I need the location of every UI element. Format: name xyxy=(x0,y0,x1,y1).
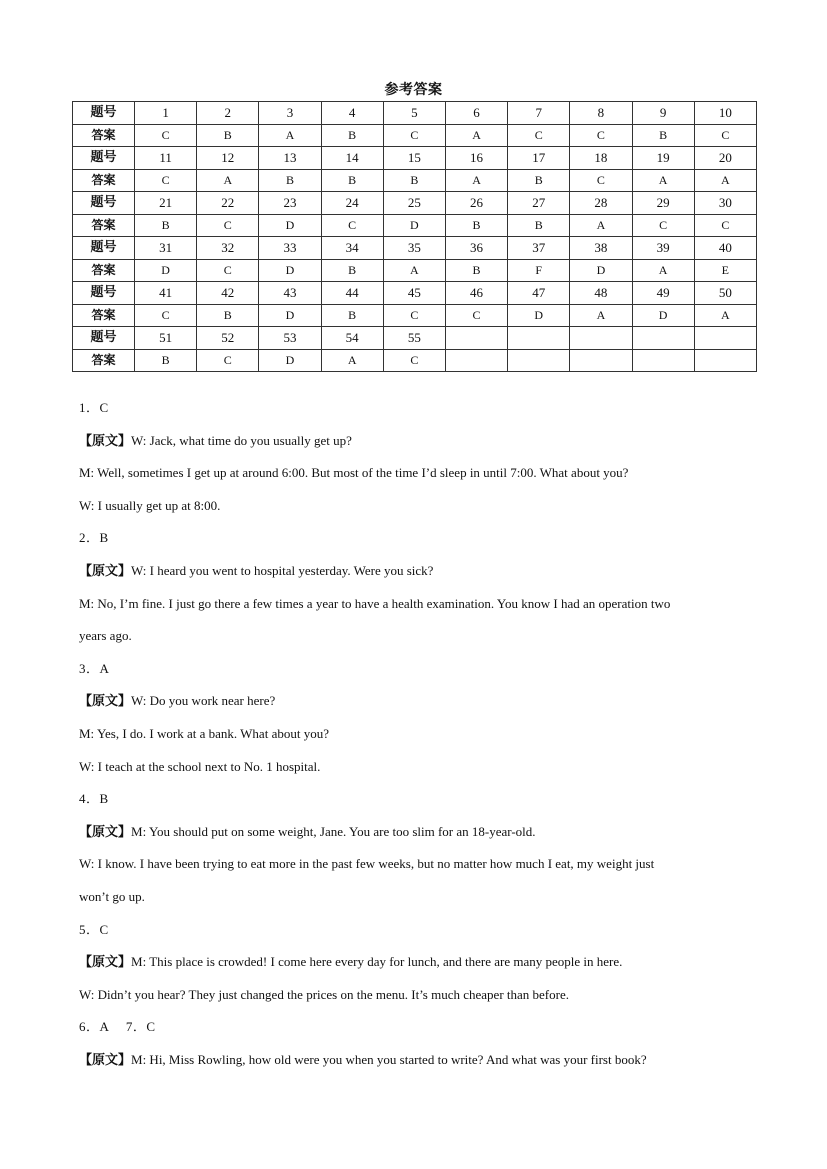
answer-table xyxy=(72,101,757,372)
table-cell: 50 xyxy=(694,282,756,305)
original-text-label: 【原文】 xyxy=(79,955,132,971)
table-cell: D xyxy=(570,259,632,282)
table-cell xyxy=(445,327,507,350)
question-answer xyxy=(79,395,759,428)
table-cell: 37 xyxy=(508,237,570,260)
dialogue-text: W: Didn’t you hear? They just changed the prices on the menu. It’s much cheaper than before. xyxy=(79,986,569,1002)
table-cell: 35 xyxy=(383,237,445,260)
table-cell: A xyxy=(445,124,507,147)
answer-number: 6．A 7．C xyxy=(79,1019,156,1035)
table-cell: B xyxy=(135,349,197,372)
table-cell: B xyxy=(135,214,197,237)
dialogue-text: years ago. xyxy=(79,628,132,644)
table-row xyxy=(73,349,757,372)
table-cell: D xyxy=(383,214,445,237)
table-cell: B xyxy=(321,169,383,192)
table-cell: 12 xyxy=(197,147,259,170)
table-cell: C xyxy=(383,304,445,327)
answer-number: 5．C xyxy=(79,921,109,937)
dialogue-text: M: Well, sometimes I get up at around 6:00. But most of the time I’d sleep in until 7:00. What about you? xyxy=(79,465,629,481)
transcript-line xyxy=(79,1047,759,1080)
table-row xyxy=(73,169,757,192)
table-cell: 45 xyxy=(383,282,445,305)
table-row xyxy=(73,192,757,215)
table-cell: 16 xyxy=(445,147,507,170)
row-label: 题号 xyxy=(73,282,135,305)
table-cell: D xyxy=(259,304,321,327)
table-cell: B xyxy=(321,304,383,327)
table-cell xyxy=(632,327,694,350)
table-cell: 8 xyxy=(570,102,632,125)
table-cell: 27 xyxy=(508,192,570,215)
table-cell: 39 xyxy=(632,237,694,260)
table-cell: 52 xyxy=(197,327,259,350)
table-row xyxy=(73,304,757,327)
table-cell: C xyxy=(694,124,756,147)
question-answer xyxy=(79,1014,759,1047)
table-cell: 38 xyxy=(570,237,632,260)
table-cell: D xyxy=(135,259,197,282)
table-cell: 42 xyxy=(197,282,259,305)
table-cell: 15 xyxy=(383,147,445,170)
table-cell: 13 xyxy=(259,147,321,170)
table-cell: A xyxy=(570,304,632,327)
table-cell: 40 xyxy=(694,237,756,260)
table-cell: B xyxy=(508,169,570,192)
table-row xyxy=(73,214,757,237)
table-cell: A xyxy=(321,349,383,372)
transcript-line xyxy=(79,949,759,982)
table-cell: 25 xyxy=(383,192,445,215)
table-cell: 26 xyxy=(445,192,507,215)
transcript-line xyxy=(79,754,759,787)
dialogue-text: M: You should put on some weight, Jane. You are too slim for an 18-year-old. xyxy=(131,823,536,839)
table-cell: C xyxy=(135,304,197,327)
table-cell: A xyxy=(632,169,694,192)
page-title: 参考答案 xyxy=(384,82,443,98)
table-cell: C xyxy=(197,259,259,282)
dialogue-text: W: Do you work near here? xyxy=(131,693,276,709)
table-cell: B xyxy=(445,259,507,282)
table-cell: A xyxy=(632,259,694,282)
dialogue-text: M: No, I’m fine. I just go there a few times a year to have a health examination. You know I had an operation two xyxy=(79,595,671,611)
transcript-line xyxy=(79,884,759,917)
table-cell: B xyxy=(445,214,507,237)
table-row xyxy=(73,259,757,282)
table-cell xyxy=(570,349,632,372)
table-cell: 36 xyxy=(445,237,507,260)
transcript-line xyxy=(79,982,759,1015)
table-cell: A xyxy=(445,169,507,192)
original-text-label: 【原文】 xyxy=(79,824,132,840)
table-cell: 48 xyxy=(570,282,632,305)
table-cell: B xyxy=(632,124,694,147)
table-cell: D xyxy=(508,304,570,327)
table-cell: B xyxy=(508,214,570,237)
original-text-label: 【原文】 xyxy=(79,433,132,449)
table-row xyxy=(73,147,757,170)
table-cell: 51 xyxy=(135,327,197,350)
row-label: 题号 xyxy=(73,327,135,350)
table-cell: A xyxy=(694,304,756,327)
table-cell: 24 xyxy=(321,192,383,215)
table-cell: 33 xyxy=(259,237,321,260)
table-cell: B xyxy=(197,124,259,147)
table-row xyxy=(73,282,757,305)
table-cell: 41 xyxy=(135,282,197,305)
table-cell: C xyxy=(694,214,756,237)
table-cell: 3 xyxy=(259,102,321,125)
transcript-line xyxy=(79,558,759,591)
transcript-section xyxy=(79,395,759,1079)
table-cell: 49 xyxy=(632,282,694,305)
table-cell: 44 xyxy=(321,282,383,305)
transcript-line xyxy=(79,493,759,526)
answer-number: 1．C xyxy=(79,400,109,415)
transcript-line xyxy=(79,851,759,884)
table-cell: C xyxy=(632,214,694,237)
table-cell: 23 xyxy=(259,192,321,215)
dialogue-text: W: I know. I have been trying to eat more in the past few weeks, but no matter how much I eat, my weight just xyxy=(79,856,655,872)
table-cell: 4 xyxy=(321,102,383,125)
table-cell: C xyxy=(321,214,383,237)
table-cell: 34 xyxy=(321,237,383,260)
table-cell: 19 xyxy=(632,147,694,170)
table-cell xyxy=(508,327,570,350)
row-label: 答案 xyxy=(73,259,135,282)
table-cell: B xyxy=(259,169,321,192)
dialogue-text: W: I teach at the school next to No. 1 hospital. xyxy=(79,758,321,774)
table-cell: A xyxy=(197,169,259,192)
question-answer xyxy=(79,525,759,558)
table-cell: 21 xyxy=(135,192,197,215)
table-cell: 53 xyxy=(259,327,321,350)
table-cell xyxy=(632,349,694,372)
question-answer xyxy=(79,656,759,689)
table-cell: C xyxy=(383,124,445,147)
table-cell: A xyxy=(383,259,445,282)
table-cell: 46 xyxy=(445,282,507,305)
table-cell: D xyxy=(259,259,321,282)
table-cell: 1 xyxy=(135,102,197,125)
row-label: 题号 xyxy=(73,237,135,260)
table-cell: A xyxy=(259,124,321,147)
table-cell: B xyxy=(383,169,445,192)
table-cell: C xyxy=(135,124,197,147)
table-cell: D xyxy=(632,304,694,327)
dialogue-text: won’t go up. xyxy=(79,888,145,904)
table-cell xyxy=(445,349,507,372)
dialogue-text: W: I usually get up at 8:00. xyxy=(79,497,221,513)
row-label: 答案 xyxy=(73,304,135,327)
row-label: 答案 xyxy=(73,124,135,147)
table-cell: 6 xyxy=(445,102,507,125)
table-cell: 11 xyxy=(135,147,197,170)
table-cell: 20 xyxy=(694,147,756,170)
row-label: 答案 xyxy=(73,214,135,237)
table-cell xyxy=(694,349,756,372)
table-cell: C xyxy=(135,169,197,192)
table-cell: 18 xyxy=(570,147,632,170)
table-cell: C xyxy=(508,124,570,147)
dialogue-text: W: I heard you went to hospital yesterday. Were you sick? xyxy=(131,562,434,578)
table-row xyxy=(73,237,757,260)
table-cell: 55 xyxy=(383,327,445,350)
dialogue-text: M: This place is crowded! I come here every day for lunch, and there are many people in here. xyxy=(131,954,623,970)
table-cell: 2 xyxy=(197,102,259,125)
transcript-line xyxy=(79,460,759,493)
table-cell: A xyxy=(694,169,756,192)
transcript-line xyxy=(79,721,759,754)
row-label: 答案 xyxy=(73,349,135,372)
table-cell: F xyxy=(508,259,570,282)
answer-number: 2．B xyxy=(79,530,109,546)
original-text-label: 【原文】 xyxy=(79,1052,132,1068)
table-cell: 22 xyxy=(197,192,259,215)
table-cell: B xyxy=(197,304,259,327)
question-answer xyxy=(79,786,759,819)
table-cell: 5 xyxy=(383,102,445,125)
table-cell: 30 xyxy=(694,192,756,215)
table-cell: D xyxy=(259,349,321,372)
transcript-line xyxy=(79,688,759,721)
table-cell: E xyxy=(694,259,756,282)
original-text-label: 【原文】 xyxy=(79,694,132,710)
table-cell: 28 xyxy=(570,192,632,215)
table-cell: 54 xyxy=(321,327,383,350)
table-cell: C xyxy=(445,304,507,327)
table-cell: A xyxy=(570,214,632,237)
answer-number: 4．B xyxy=(79,791,109,807)
transcript-line xyxy=(79,591,759,624)
table-cell: B xyxy=(321,124,383,147)
question-answer xyxy=(79,917,759,950)
table-cell: 47 xyxy=(508,282,570,305)
row-label: 题号 xyxy=(73,192,135,215)
table-cell: C xyxy=(197,349,259,372)
table-cell: C xyxy=(570,124,632,147)
table-cell: 17 xyxy=(508,147,570,170)
transcript-line xyxy=(79,819,759,852)
table-cell: 9 xyxy=(632,102,694,125)
row-label: 答案 xyxy=(73,169,135,192)
table-cell: C xyxy=(383,349,445,372)
answer-number: 3．A xyxy=(79,660,110,676)
table-cell: 32 xyxy=(197,237,259,260)
table-cell: B xyxy=(321,259,383,282)
original-text-label: 【原文】 xyxy=(79,563,132,579)
table-cell: D xyxy=(259,214,321,237)
table-cell: 43 xyxy=(259,282,321,305)
table-cell xyxy=(508,349,570,372)
table-cell: 14 xyxy=(321,147,383,170)
table-cell: 31 xyxy=(135,237,197,260)
table-row xyxy=(73,327,757,350)
dialogue-text: M: Hi, Miss Rowling, how old were you when you started to write? And what was your first book? xyxy=(131,1051,647,1067)
row-label: 题号 xyxy=(73,102,135,125)
dialogue-text: W: Jack, what time do you usually get up? xyxy=(131,432,352,448)
table-cell xyxy=(570,327,632,350)
table-row xyxy=(73,102,757,125)
table-cell: C xyxy=(570,169,632,192)
table-row xyxy=(73,124,757,147)
row-label: 题号 xyxy=(73,147,135,170)
table-cell: 7 xyxy=(508,102,570,125)
table-cell: 29 xyxy=(632,192,694,215)
dialogue-text: M: Yes, I do. I work at a bank. What about you? xyxy=(79,725,329,741)
table-cell xyxy=(694,327,756,350)
transcript-line xyxy=(79,428,759,461)
table-cell: 10 xyxy=(694,102,756,125)
transcript-line xyxy=(79,623,759,656)
table-cell: C xyxy=(197,214,259,237)
